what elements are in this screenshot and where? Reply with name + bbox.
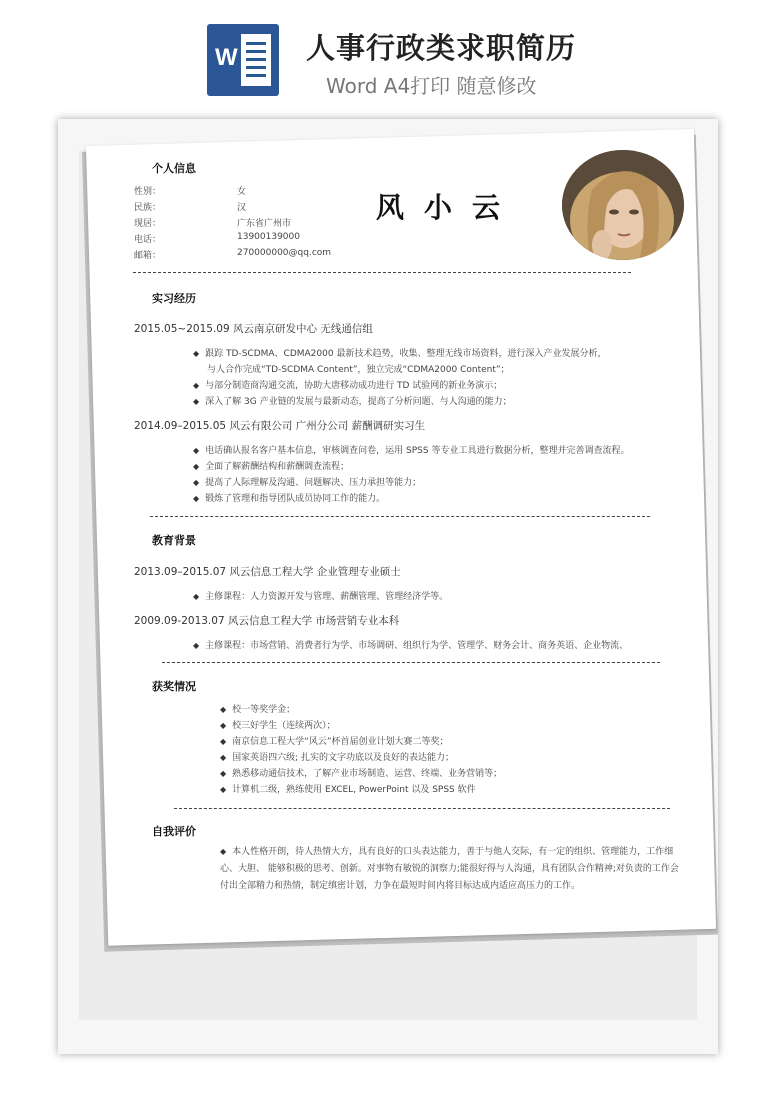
- list-item: ◆ 锻炼了管理和指导团队成员协同工作的能力。: [193, 491, 385, 504]
- info-value: 13900139000: [237, 232, 300, 242]
- edu-header: 2009.09-2013.07 风云信息工程大学 市场营销专业本科: [134, 615, 400, 627]
- section-title-internship: 实习经历: [152, 292, 196, 305]
- info-value: 汉: [237, 203, 247, 213]
- divider: [150, 516, 650, 517]
- list-item: ◆ 校一等奖学金；: [220, 702, 295, 715]
- section-title-awards: 获奖情况: [152, 680, 196, 693]
- list-item: ◆ 电话确认报名客户基本信息，审核调查问卷，运用 SPSS 等专业工具进行数据分析，整理并完善调查流程。: [193, 443, 629, 456]
- section-title-self: 自我评价: [152, 825, 196, 838]
- avatar: [562, 150, 684, 260]
- candidate-name: 风小云: [376, 191, 521, 224]
- list-item: ◆ 深入了解 3G 产业链的发展与最新动态，提高了分析问题、与人沟通的能力；: [193, 394, 512, 407]
- info-value: 女: [237, 187, 247, 197]
- list-item: 与人合作完成“TD-SCDMA Content”，独立完成“CDMA2000 Content”；: [207, 365, 510, 375]
- banner-title: 人事行政类求职简历: [306, 31, 577, 65]
- edu-header: 2013.09–2015.07 风云信息工程大学 企业管理专业硕士: [134, 566, 401, 578]
- self-evaluation: ◆ 本人性格开朗，待人热情大方，具有良好的口头表达能力，善于与他人交际，有一定的组织、管理能力，工作细心、大胆、 能够积极的思考、创新。对事物有敏锐的洞察力;能很好得与人沟通，具有团队合作精神;对负责的工作会付出全部精力和热情，制定缜密计划，力争在最短时间内将目标达成内适应高压力的工作。: [220, 843, 680, 895]
- list-item: ◆ 主修课程：市场营销、消费者行为学、市场调研、组织行为学、管理学、财务会计、商务英语、企业物流、: [193, 638, 628, 651]
- divider: [133, 272, 631, 273]
- job-header: 2015.05~2015.09 风云南京研发中心 无线通信组: [134, 323, 373, 335]
- info-label: 民族：: [134, 203, 162, 213]
- section-title-personal: 个人信息: [152, 162, 196, 175]
- list-item: ◆ 提高了人际理解及沟通、问题解决、压力承担等能力；: [193, 475, 421, 488]
- job-header: 2014.09–2015.05 风云有限公司 广州分公司 薪酬调研实习生: [134, 420, 426, 432]
- list-item: ◆ 跟踪 TD-SCDMA、CDMA2000 最新技术趋势，收集、整理无线市场资料，进行深入产业发展分析，: [193, 346, 606, 359]
- section-title-education: 教育背景: [152, 534, 196, 547]
- info-label: 电话：: [134, 235, 162, 245]
- list-item: ◆ 与部分制造商沟通交流，协助大唐移动成功进行 TD 试验网的新业务演示；: [193, 378, 502, 391]
- info-value: 270000000@qq.com: [237, 248, 332, 258]
- list-item: ◆ 国家英语四六级; 扎实的文字功底以及良好的表达能力；: [220, 750, 454, 763]
- divider: [162, 662, 660, 663]
- list-item: ◆ 校三好学生（连续两次）；: [220, 718, 336, 731]
- info-value: 广东省广州市: [237, 219, 292, 229]
- list-item: ◆ 主修课程：人力资源开发与管理、薪酬管理、管理经济学等。: [193, 589, 448, 602]
- info-label: 邮箱：: [134, 251, 162, 261]
- divider: [174, 808, 670, 809]
- word-icon: W: [207, 24, 279, 96]
- list-item: ◆ 计算机二级，熟练使用 EXCEL, PowerPoint 以及 SPSS 软件: [220, 782, 476, 795]
- list-item: ◆ 南京信息工程大学“风云”杯首届创业计划大赛二等奖；: [220, 734, 448, 747]
- info-label: 现居：: [134, 219, 162, 229]
- list-item: ◆ 熟悉移动通信技术，了解产业市场制造、运营、终端、业务营销等；: [220, 766, 502, 779]
- info-label: 性别：: [134, 187, 162, 197]
- list-item: ◆ 全面了解薪酬结构和薪酬调查流程；: [193, 459, 349, 472]
- banner-subtitle: Word A4打印 随意修改: [326, 74, 537, 98]
